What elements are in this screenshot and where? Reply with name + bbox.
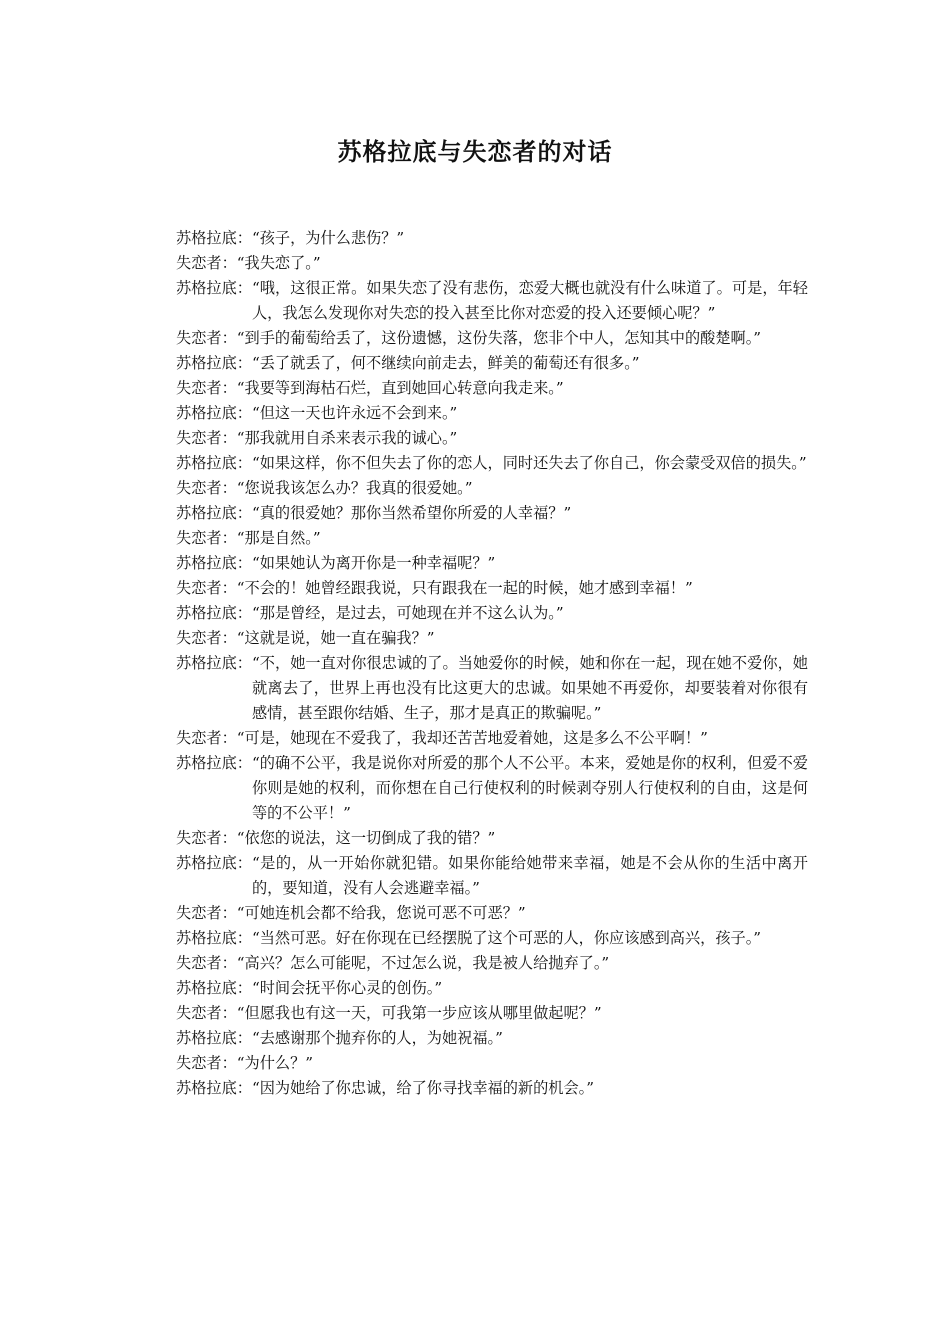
speaker-label: 失恋者： — [176, 329, 237, 347]
speaker-label: 失恋者： — [176, 629, 237, 647]
speech-text: “为什么？” — [236, 1054, 314, 1072]
dialogue-body — [176, 226, 808, 1101]
speaker-label: 苏格拉底： — [176, 404, 252, 422]
speaker-label: 苏格拉底： — [176, 604, 252, 622]
speaker-label: 苏格拉底： — [176, 504, 252, 522]
speaker-label: 苏格拉底： — [176, 554, 252, 572]
speech-text: “依您的说法，这一切倒成了我的错？” — [236, 829, 496, 847]
speech-text: “那是自然。” — [236, 529, 321, 547]
dialogue-line — [176, 426, 808, 451]
dialogue-line — [176, 1051, 808, 1076]
speech-text: “可是，她现在不爱我了，我却还苦苦地爱着她，这是多么不公平啊！” — [236, 729, 708, 747]
speech-text: “高兴？怎么可能呢，不过怎么说，我是被人给抛弃了。” — [236, 954, 610, 972]
dialogue-line — [176, 226, 808, 251]
speech-text: “真的很爱她？那你当然希望你所爱的人幸福？” — [251, 504, 572, 522]
dialogue-line — [176, 326, 808, 351]
speaker-label: 失恋者： — [176, 429, 237, 447]
speaker-label: 失恋者： — [176, 829, 237, 847]
speech-text: “到手的葡萄给丢了，这份遗憾，这份失落，您非个中人，怎知其中的酸楚啊。” — [236, 329, 762, 347]
speech-text: “您说我该怎么办？我真的很爱她。” — [236, 479, 473, 497]
speech-text: “我要等到海枯石烂，直到她回心转意向我走来。” — [236, 379, 564, 397]
speech-text: “的确不公平，我是说你对所爱的那个人不公平。本来，爱她是你的权利，但爱不爱你则是她的权利，而你想在自己行使权利的时候剥夺别人行使权利的自由，这是何等的不公平！” — [251, 754, 808, 822]
dialogue-line — [176, 451, 808, 476]
dialogue-line — [176, 976, 808, 1001]
speech-text: “当然可恶。好在你现在已经摆脱了这个可恶的人，你应该感到高兴，孩子。” — [251, 929, 762, 947]
speech-text: “但愿我也有这一天，可我第一步应该从哪里做起呢？” — [236, 1004, 602, 1022]
speaker-label: 苏格拉底： — [176, 229, 252, 247]
dialogue-line — [176, 651, 808, 726]
speaker-label: 苏格拉底： — [176, 654, 252, 672]
speaker-label: 失恋者： — [176, 1004, 237, 1022]
dialogue-line — [176, 826, 808, 851]
speech-text: “那是曾经，是过去，可她现在并不这么认为。” — [251, 604, 564, 622]
dialogue-line — [176, 376, 808, 401]
speaker-label: 失恋者： — [176, 1054, 237, 1072]
speech-text: “那我就用自杀来表示我的诚心。” — [236, 429, 458, 447]
dialogue-line — [176, 901, 808, 926]
speaker-label: 失恋者： — [176, 379, 237, 397]
speaker-label: 苏格拉底： — [176, 354, 252, 372]
speaker-label: 失恋者： — [176, 954, 237, 972]
dialogue-line — [176, 751, 808, 826]
dialogue-line — [176, 626, 808, 651]
dialogue-line — [176, 351, 808, 376]
speaker-label: 失恋者： — [176, 254, 237, 272]
speech-text: “孩子，为什么悲伤？” — [251, 229, 405, 247]
speaker-label: 苏格拉底： — [176, 979, 252, 997]
dialogue-line — [176, 251, 808, 276]
dialogue-line — [176, 476, 808, 501]
speaker-label: 失恋者： — [176, 579, 237, 597]
speech-text: “是的，从一开始你就犯错。如果你能给她带来幸福，她是不会从你的生活中离开的，要知道，没有人会逃避幸福。” — [251, 854, 808, 897]
speech-text: “哦，这很正常。如果失恋了没有悲伤，恋爱大概也就没有什么味道了。可是，年轻人，我怎么发现你对失恋的投入甚至比你对恋爱的投入还要倾心呢？” — [251, 279, 808, 322]
speaker-label: 苏格拉底： — [176, 854, 252, 872]
dialogue-line — [176, 526, 808, 551]
dialogue-line — [176, 276, 808, 326]
dialogue-line — [176, 601, 808, 626]
speech-text: “丢了就丢了，何不继续向前走去，鲜美的葡萄还有很多。” — [251, 354, 640, 372]
speech-text: “不会的！她曾经跟我说，只有跟我在一起的时候，她才感到幸福！” — [236, 579, 693, 597]
dialogue-line — [176, 851, 808, 901]
speech-text: “但这一天也许永远不会到来。” — [251, 404, 458, 422]
speech-text: “这就是说，她一直在骗我？” — [236, 629, 435, 647]
speaker-label: 失恋者： — [176, 529, 237, 547]
dialogue-line — [176, 1001, 808, 1026]
dialogue-line — [176, 501, 808, 526]
dialogue-line — [176, 926, 808, 951]
speaker-label: 苏格拉底： — [176, 454, 252, 472]
dialogue-line — [176, 1026, 808, 1051]
dialogue-line — [176, 576, 808, 601]
speaker-label: 失恋者： — [176, 904, 237, 922]
dialogue-line — [176, 1076, 808, 1101]
speaker-label: 失恋者： — [176, 729, 237, 747]
speech-text: “我失恋了。” — [236, 254, 321, 272]
speech-text: “不，她一直对你很忠诚的了。当她爱你的时候，她和你在一起，现在她不爱你，她就离去了，世界上再也没有比这更大的忠诚。如果她不再爱你，却要装着对你很有感情，甚至跟你结婚、生子，那才是真正的欺骗呢。” — [251, 654, 808, 722]
dialogue-line — [176, 401, 808, 426]
speaker-label: 苏格拉底： — [176, 929, 252, 947]
speech-text: “如果这样，你不但失去了你的恋人，同时还失去了你自己，你会蒙受双倍的损失。” — [251, 454, 807, 472]
speaker-label: 苏格拉底： — [176, 1029, 252, 1047]
speaker-label: 失恋者： — [176, 479, 237, 497]
dialogue-line — [176, 951, 808, 976]
speech-text: “时间会抚平你心灵的创伤。” — [251, 979, 443, 997]
speech-text: “因为她给了你忠诚，给了你寻找幸福的新的机会。” — [251, 1079, 594, 1097]
speech-text: “可她连机会都不给我，您说可恶不可恶？” — [236, 904, 526, 922]
speech-text: “去感谢那个抛弃你的人，为她祝福。” — [251, 1029, 503, 1047]
dialogue-line — [176, 551, 808, 576]
document-title: 苏格拉底与失恋者的对话 — [337, 137, 613, 166]
dialogue-line — [176, 726, 808, 751]
speaker-label: 苏格拉底： — [176, 279, 252, 297]
speaker-label: 苏格拉底： — [176, 754, 252, 772]
speaker-label: 苏格拉底： — [176, 1079, 252, 1097]
speech-text: “如果她认为离开你是一种幸福呢？” — [251, 554, 496, 572]
